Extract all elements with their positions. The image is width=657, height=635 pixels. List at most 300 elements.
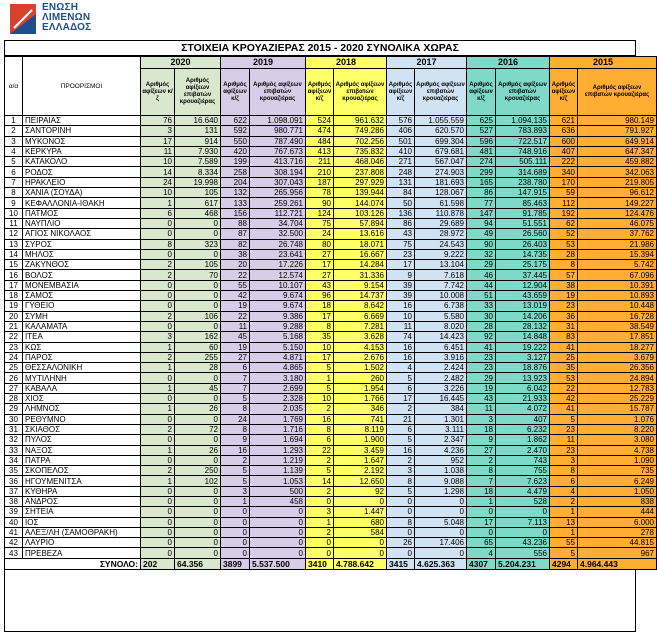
row-index: 17 [5,280,23,290]
row-index: 13 [5,239,23,249]
passengers-2018: 0 [334,548,387,558]
table-row [5,527,657,537]
destination-name: ΛΑΥΡΙΟ [23,538,141,548]
year-header-2019: 2019 [221,57,306,69]
row-index: 4 [5,146,23,156]
table-row [5,208,657,218]
passengers-2016: 26.403 [496,239,550,249]
passengers-2018: 1.900 [334,435,387,445]
destination-name: ΚΥΘΗΡΑ [23,486,141,496]
passengers-2020: 0 [175,280,221,290]
passengers-2018: 8.642 [334,301,387,311]
passengers-2019: 26.748 [250,239,306,249]
passengers-2015: 18.277 [578,342,657,352]
table-row [5,486,657,496]
cruise-stats-table [4,56,657,570]
arrivals-2017: 6 [387,424,415,434]
passengers-2017: 24.543 [415,239,467,249]
passengers-2019: 34.704 [250,218,306,228]
table-row [5,383,657,393]
arrivals-2020: 2 [141,260,175,270]
arrivals-2015: 31 [550,321,578,331]
passengers-2019: 1.293 [250,445,306,455]
arrivals-2015: 11 [550,435,578,445]
arrivals-2015: 28 [550,249,578,259]
arrivals-2016: 596 [467,136,496,146]
passengers-2015: 15.787 [578,404,657,414]
arrivals-2016: 299 [467,167,496,177]
passengers-2016: 505.111 [496,157,550,167]
arrivals-2020: 0 [141,280,175,290]
passengers-2020: 105 [175,260,221,270]
passengers-2018: 6.669 [334,311,387,321]
passengers-2017: 2.347 [415,435,467,445]
total-passengers-2018: 4.788.642 [334,558,387,569]
passengers-2015: 444 [578,507,657,517]
passengers-2015: 6.249 [578,476,657,486]
arrivals-2017: 406 [387,126,415,136]
destination-name: ΗΡΑΚΛΕΙΟ [23,177,141,187]
passengers-2017: 1.298 [415,486,467,496]
arrivals-2020: 0 [141,538,175,548]
arrivals-2018: 5 [306,466,334,476]
arrivals-2018: 187 [306,177,334,187]
arrivals-2020: 1 [141,404,175,414]
destination-name: ΚΩΣ [23,342,141,352]
arrivals-2017: 16 [387,445,415,455]
row-index: 22 [5,332,23,342]
table-row [5,414,657,424]
arrivals-2019: 38 [221,249,250,259]
destination-name: ΖΑΚΥΝΘΟΣ [23,260,141,270]
row-index: 26 [5,373,23,383]
passengers-2020: 72 [175,424,221,434]
passengers-2017: 679.681 [415,146,467,156]
passengers-2017: 274.903 [415,167,467,177]
arrivals-2016: 17 [467,517,496,527]
arrivals-2019: 16 [221,445,250,455]
arrivals-2018: 0 [306,496,334,506]
passengers-2015: 967 [578,548,657,558]
table-row [5,311,657,321]
arrivals-2018: 14 [306,476,334,486]
passengers-2017: 4.236 [415,445,467,455]
passengers-2018: 18.071 [334,239,387,249]
passengers-2016: 26.560 [496,229,550,239]
table-row [5,342,657,352]
destination-name: ΚΕΡΚΥΡΑ [23,146,141,156]
arrivals-2017: 8 [387,476,415,486]
passengers-2017: 5.580 [415,311,467,321]
passengers-2019: 112.721 [250,208,306,218]
passengers-2020: 0 [175,435,221,445]
arrivals-2015: 22 [550,383,578,393]
arrivals-2015: 5 [550,414,578,424]
passengers-2015: 1.050 [578,486,657,496]
arrivals-2016: 86 [467,188,496,198]
passengers-2020: 0 [175,517,221,527]
row-index: 14 [5,249,23,259]
arrivals-2019: 6 [221,363,250,373]
passengers-2016: 783.893 [496,126,550,136]
row-index: 34 [5,455,23,465]
arrivals-2018: 35 [306,332,334,342]
destination-name: ΣΑΝΤΟΡΙΝΗ [23,126,141,136]
passengers-2019: 1.219 [250,455,306,465]
table-row [5,301,657,311]
arrivals-2015: 5 [550,548,578,558]
passengers-2017: 110.878 [415,208,467,218]
arrivals-2020: 0 [141,548,175,558]
passengers-2016: 755 [496,466,550,476]
passengers-2017: 14.423 [415,332,467,342]
passengers-2015: 12.783 [578,383,657,393]
passengers-2016: 4.479 [496,486,550,496]
arrivals-2020: 2 [141,311,175,321]
arrivals-2020: 0 [141,394,175,404]
passengers-2016: 28.132 [496,321,550,331]
destination-name: ΜΟΝΕΜΒΑΣΙΑ [23,280,141,290]
passengers-2015: 8.220 [578,424,657,434]
table-row [5,280,657,290]
passengers-2015: 10.391 [578,280,657,290]
passengers-2019: 9.386 [250,311,306,321]
passengers-2016: 43.659 [496,291,550,301]
destination-name: ΠΑΡΟΣ [23,352,141,362]
arrivals-2020: 0 [141,301,175,311]
total-arrivals-2017: 3415 [387,558,415,569]
arrivals-2017: 131 [387,177,415,187]
passengers-2016: 14.848 [496,332,550,342]
passengers-2018: 584 [334,527,387,537]
passengers-2017: 9.222 [415,249,467,259]
arrivals-2019: 20 [221,260,250,270]
arrivals-2015: 23 [550,424,578,434]
passengers-2016: 7.623 [496,476,550,486]
arrivals-2015: 38 [550,280,578,290]
destination-name: ΙΤΕΑ [23,332,141,342]
passengers-2017: 699.304 [415,136,467,146]
passengers-2017: 28.972 [415,229,467,239]
row-index: 39 [5,507,23,517]
arrivals-2020: 0 [141,229,175,239]
destination-name: ΧΙΟΣ [23,394,141,404]
arrivals-2015: 42 [550,394,578,404]
arrivals-2020: 0 [141,321,175,331]
passengers-2017: 6.738 [415,301,467,311]
passengers-2018: 961.632 [334,116,387,126]
arrivals-2020: 0 [141,517,175,527]
destination-name: ΒΟΛΟΣ [23,270,141,280]
passengers-2018: 1.447 [334,507,387,517]
arrivals-2017: 0 [387,548,415,558]
arrivals-header: Αριθμός αφίξεων κ/ζ [141,69,175,116]
passengers-2018: 31.336 [334,270,387,280]
arrivals-2020: 1 [141,445,175,455]
passengers-2016: 722.517 [496,136,550,146]
arrivals-2019: 258 [221,167,250,177]
passengers-2015: 4.738 [578,445,657,455]
table-row [5,507,657,517]
arrivals-2016: 23 [467,363,496,373]
arrivals-2015: 36 [550,311,578,321]
arrivals-2017: 74 [387,332,415,342]
row-index: 8 [5,188,23,198]
passengers-2017: 29.689 [415,218,467,228]
arrivals-2020: 0 [141,249,175,259]
arrivals-2016: 92 [467,332,496,342]
destination-name: ΝΑΥΠΛΙΟ [23,218,141,228]
arrivals-2016: 28 [467,321,496,331]
arrivals-2016: 46 [467,270,496,280]
arrivals-2016: 481 [467,146,496,156]
row-index: 19 [5,301,23,311]
passengers-2020: 0 [175,548,221,558]
passengers-2016: 743 [496,455,550,465]
arrivals-2015: 23 [550,445,578,455]
arrivals-2016: 27 [467,445,496,455]
logo-text [42,3,91,33]
passengers-2015: 735 [578,466,657,476]
arrivals-2016: 29 [467,373,496,383]
arrivals-2020: 0 [141,435,175,445]
passengers-2015: 649.914 [578,136,657,146]
arrivals-2016: 43 [467,394,496,404]
passengers-2018: 9.154 [334,280,387,290]
arrivals-2019: 550 [221,136,250,146]
table-row [5,517,657,527]
destination-name: ΑΝΔΡΟΣ [23,496,141,506]
arrivals-2018: 1 [306,373,334,383]
passengers-2019: 1.053 [250,476,306,486]
passengers-2020: 0 [175,455,221,465]
table-row [5,352,657,362]
destination-name: ΣΥΜΗ [23,311,141,321]
table-row [5,373,657,383]
passengers-2015: 124.476 [578,208,657,218]
destination-name: ΡΕΘΥΜΝΟ [23,414,141,424]
arrivals-2020: 3 [141,332,175,342]
passengers-2018: 735.832 [334,146,387,156]
arrivals-2020: 2 [141,270,175,280]
destination-name: ΣΗΤΕΙΑ [23,507,141,517]
arrivals-2018: 22 [306,445,334,455]
passengers-2018: 103.126 [334,208,387,218]
row-index: 24 [5,352,23,362]
table-row [5,188,657,198]
passengers-2019: 17.226 [250,260,306,270]
passengers-2019: 413.716 [250,157,306,167]
table-row [5,229,657,239]
arrivals-2016: 18 [467,424,496,434]
passengers-2019: 308.194 [250,167,306,177]
arrivals-2016: 29 [467,260,496,270]
table-row [5,167,657,177]
arrivals-2018: 90 [306,198,334,208]
logo [8,2,148,36]
arrivals-2018: 24 [306,229,334,239]
passengers-2015: 838 [578,496,657,506]
passengers-2018: 702.256 [334,136,387,146]
arrivals-2017: 271 [387,157,415,167]
arrivals-2016: 0 [467,507,496,517]
arrivals-2019: 0 [221,517,250,527]
destination-name: ΙΟΣ [23,517,141,527]
arrivals-2015: 13 [550,517,578,527]
arrivals-2020: 2 [141,424,175,434]
passengers-2019: 0 [250,538,306,548]
arrivals-2018: 5 [306,383,334,393]
passengers-2015: 96.612 [578,188,657,198]
passengers-2018: 680 [334,517,387,527]
passengers-2015: 1.090 [578,455,657,465]
arrivals-2016: 19 [467,383,496,393]
arrivals-2016: 18 [467,486,496,496]
passengers-2020: 250 [175,466,221,476]
arrivals-2016: 527 [467,126,496,136]
passengers-2015: 21.986 [578,239,657,249]
arrivals-header: Αριθμός αφίξεων κ/ζ [550,69,578,116]
total-passengers-2020: 64.356 [175,558,221,569]
arrivals-2016: 23 [467,352,496,362]
passengers-2017: 10.008 [415,291,467,301]
arrivals-2019: 8 [221,404,250,414]
arrivals-2015: 53 [550,373,578,383]
passengers-2020: 0 [175,538,221,548]
arrivals-2018: 6 [306,435,334,445]
arrivals-2018: 18 [306,301,334,311]
arrivals-2018: 17 [306,352,334,362]
row-index: 23 [5,342,23,352]
arrivals-2015: 4 [550,486,578,496]
passengers-2016: 85.463 [496,198,550,208]
passengers-2015: 67.096 [578,270,657,280]
passengers-2017: 1.055.559 [415,116,467,126]
passengers-2015: 459.882 [578,157,657,167]
arrivals-2020: 0 [141,414,175,424]
passengers-2019: 1.769 [250,414,306,424]
arrivals-2016: 32 [467,249,496,259]
arrivals-2020: 2 [141,466,175,476]
arrivals-2015: 3 [550,455,578,465]
arrivals-2015: 8 [550,260,578,270]
arrivals-2018: 10 [306,394,334,404]
total-row [5,558,657,569]
arrivals-2019: 204 [221,177,250,187]
logo-mark-icon [10,4,36,34]
arrivals-2018: 413 [306,146,334,156]
table-body [5,116,657,559]
arrivals-2020: 11 [141,146,175,156]
arrivals-2017: 11 [387,321,415,331]
passengers-2015: 46.075 [578,218,657,228]
arrivals-2019: 45 [221,332,250,342]
passengers-2019: 980.771 [250,126,306,136]
passengers-2016: 43.236 [496,538,550,548]
row-index: 37 [5,486,23,496]
passengers-2020: 0 [175,321,221,331]
arrivals-2015: 636 [550,126,578,136]
arrivals-2018: 0 [306,538,334,548]
passengers-2017: 17.406 [415,538,467,548]
arrivals-2018: 17 [306,311,334,321]
passengers-2020: 914 [175,136,221,146]
passengers-2018: 139.944 [334,188,387,198]
arrivals-2016: 44 [467,280,496,290]
table-row [5,321,657,331]
passengers-2018: 468.046 [334,157,387,167]
passengers-header: Αριθμός αφίξεων επιβατών κρουαζιέρας [496,69,550,116]
passengers-2017: 3.111 [415,424,467,434]
arrivals-2017: 410 [387,146,415,156]
arrivals-2017: 8 [387,517,415,527]
passengers-2020: 0 [175,249,221,259]
arrivals-2019: 27 [221,352,250,362]
passengers-2015: 10.448 [578,301,657,311]
arrivals-2017: 2 [387,404,415,414]
arrivals-2019: 420 [221,146,250,156]
table-row [5,270,657,280]
arrivals-2018: 27 [306,249,334,259]
arrivals-2019: 133 [221,198,250,208]
passengers-2019: 4.865 [250,363,306,373]
arrivals-2019: 9 [221,435,250,445]
year-header-2018: 2018 [306,57,387,69]
passengers-2015: 5.742 [578,260,657,270]
arrivals-2019: 0 [221,507,250,517]
arrivals-2017: 10 [387,311,415,321]
table-row [5,136,657,146]
arrivals-2016: 11 [467,404,496,414]
arrivals-2020: 0 [141,218,175,228]
passengers-2018: 8.119 [334,424,387,434]
arrivals-2015: 600 [550,136,578,146]
passengers-2016: 3.127 [496,352,550,362]
arrivals-2018: 211 [306,157,334,167]
arrivals-2015: 52 [550,229,578,239]
passengers-2020: 70 [175,270,221,280]
arrivals-2020: 0 [141,373,175,383]
passengers-2016: 748.916 [496,146,550,156]
arrivals-2019: 199 [221,157,250,167]
passengers-2018: 2.192 [334,466,387,476]
arrivals-2018: 2 [306,404,334,414]
passengers-2016: 0 [496,527,550,537]
destination-name: ΚΑΛΑΜΑΤΑ [23,321,141,331]
logo-line: ΕΛΛΑΔΟΣ [42,22,92,33]
row-index: 7 [5,177,23,187]
arrivals-2018: 8 [306,424,334,434]
passengers-2018: 13.616 [334,229,387,239]
arrivals-2018: 43 [306,280,334,290]
arrivals-2015: 2 [550,496,578,506]
row-index: 10 [5,208,23,218]
row-index: 27 [5,383,23,393]
passengers-2018: 0 [334,496,387,506]
destination-name: ΠΑΤΜΟΣ [23,208,141,218]
passengers-2020: 0 [175,394,221,404]
passengers-2019: 307.043 [250,177,306,187]
destination-name: ΑΛΕΞ/ΛΗ (ΣΑΜΟΘΡΑΚΗ) [23,527,141,537]
arrivals-2017: 17 [387,260,415,270]
arrivals-2020: 0 [141,486,175,496]
passengers-2016: 6.232 [496,424,550,434]
arrivals-2015: 222 [550,157,578,167]
arrivals-2018: 27 [306,270,334,280]
arrivals-2016: 8 [467,466,496,476]
destination-name: ΣΑΜΟΣ [23,291,141,301]
arrivals-2020: 0 [141,291,175,301]
